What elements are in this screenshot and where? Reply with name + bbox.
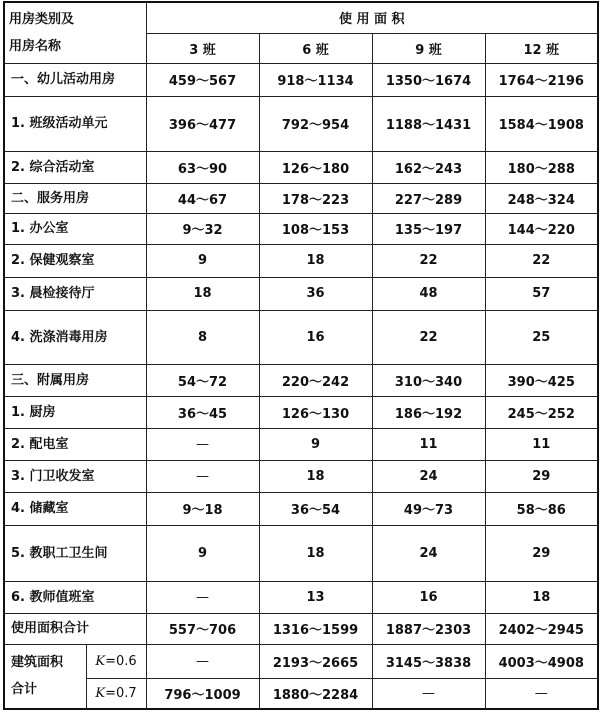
table-row [4, 244, 598, 277]
table-cell: 25 [485, 310, 598, 364]
row-label: 3. 门卫收发室 [4, 460, 146, 492]
table-cell: 108～153 [259, 213, 372, 244]
row-label: 5. 教职工卫生间 [4, 525, 146, 581]
table-cell: 4003～4908 [485, 644, 598, 678]
table-cell: 220～242 [259, 364, 372, 396]
table-cell: 9 [259, 428, 372, 460]
row-label: 1. 厨房 [4, 396, 146, 428]
table-row [4, 310, 598, 364]
header-class-3: 3 班 [146, 33, 259, 63]
table-cell: 8 [146, 310, 259, 364]
table-cell: 796～1009 [146, 678, 259, 709]
k-value: =0.7 [105, 685, 137, 701]
table-cell: 180～288 [485, 151, 598, 183]
building-area-label [4, 644, 86, 709]
table-cell: 58～86 [485, 492, 598, 525]
table-row [4, 277, 598, 310]
table-cell: 18 [146, 277, 259, 310]
header-class-9: 9 班 [372, 33, 485, 63]
table-cell: 1880～2284 [259, 678, 372, 709]
table-cell: 1584～1908 [485, 96, 598, 151]
table-cell: 144～220 [485, 213, 598, 244]
row-label: 二、服务用房 [4, 183, 146, 213]
table-row [4, 96, 598, 151]
table-cell: 11 [485, 428, 598, 460]
table-cell: 792～954 [259, 96, 372, 151]
table-cell: 11 [372, 428, 485, 460]
table-cell: 22 [372, 244, 485, 277]
table-cell: 227～289 [372, 183, 485, 213]
row-label: 2. 配电室 [4, 428, 146, 460]
table-row [4, 581, 598, 613]
k-symbol: K [95, 685, 106, 701]
row-label: 三、附属用房 [4, 364, 146, 396]
table-cell: 126～130 [259, 396, 372, 428]
table-row [4, 183, 598, 213]
table-cell: 126～180 [259, 151, 372, 183]
table-cell: 1350～1674 [372, 63, 485, 96]
table-cell: 18 [485, 581, 598, 613]
row-label: 1. 办公室 [4, 213, 146, 244]
table-cell: 390～425 [485, 364, 598, 396]
table-cell: 36～54 [259, 492, 372, 525]
building-label-line1: 建筑面积 [11, 655, 64, 671]
table-cell: — [146, 644, 259, 678]
table-cell: 24 [372, 460, 485, 492]
table-cell: 36 [259, 277, 372, 310]
table-cell: 36～45 [146, 396, 259, 428]
table-cell: 310～340 [372, 364, 485, 396]
building-label-line2: 合计 [11, 682, 38, 698]
header-category-line1: 用房类别及 [9, 11, 75, 27]
header-class-6: 6 班 [259, 33, 372, 63]
area-table [3, 1, 599, 710]
table-row [4, 613, 598, 644]
table-cell: 135～197 [372, 213, 485, 244]
row-label: 4. 洗涤消毒用房 [4, 310, 146, 364]
table-cell: 49～73 [372, 492, 485, 525]
table-cell: 2402～2945 [485, 613, 598, 644]
row-label: 2. 综合活动室 [4, 151, 146, 183]
table-row [4, 396, 598, 428]
table-row [4, 525, 598, 581]
table-cell: 29 [485, 460, 598, 492]
k-symbol: K [95, 653, 106, 669]
table-cell: 1316～1599 [259, 613, 372, 644]
table-cell: 248～324 [485, 183, 598, 213]
table-body [4, 63, 598, 644]
table-cell: — [146, 581, 259, 613]
table-cell: 178～223 [259, 183, 372, 213]
table-row [4, 492, 598, 525]
table-cell: 16 [259, 310, 372, 364]
row-label: 3. 晨检接待厅 [4, 277, 146, 310]
table-row [4, 151, 598, 183]
header-area: 使 用 面 积 [146, 2, 598, 33]
table-cell: 918～1134 [259, 63, 372, 96]
header-class-12: 12 班 [485, 33, 598, 63]
table-cell: 557～706 [146, 613, 259, 644]
header-category-line2: 用房名称 [9, 38, 62, 54]
table-row [4, 63, 598, 96]
table-cell: 63～90 [146, 151, 259, 183]
table-row [4, 213, 598, 244]
table-cell: 186～192 [372, 396, 485, 428]
table-cell: 18 [259, 525, 372, 581]
header-category [4, 2, 146, 63]
table-cell: 9～32 [146, 213, 259, 244]
table-cell: 1764～2196 [485, 63, 598, 96]
table-cell: 459～567 [146, 63, 259, 96]
table-cell: 9 [146, 525, 259, 581]
table-cell: 18 [259, 460, 372, 492]
row-label: 使用面积合计 [4, 613, 146, 644]
table-row [4, 428, 598, 460]
table-cell: 162～243 [372, 151, 485, 183]
row-label: 4. 储藏室 [4, 492, 146, 525]
row-label: 6. 教师值班室 [4, 581, 146, 613]
table-row [4, 364, 598, 396]
table-cell: 9 [146, 244, 259, 277]
table-cell: 48 [372, 277, 485, 310]
table-cell: 245～252 [485, 396, 598, 428]
table-cell: 24 [372, 525, 485, 581]
table-cell: 18 [259, 244, 372, 277]
table-cell: 22 [485, 244, 598, 277]
table-cell: 13 [259, 581, 372, 613]
table-cell: 2193～2665 [259, 644, 372, 678]
row-label: 1. 班级活动单元 [4, 96, 146, 151]
table-cell: 44～67 [146, 183, 259, 213]
table-cell: 29 [485, 525, 598, 581]
table-cell: 1887～2303 [372, 613, 485, 644]
table-cell: 57 [485, 277, 598, 310]
k-factor-06 [86, 644, 146, 678]
table-cell: 22 [372, 310, 485, 364]
table-row [4, 460, 598, 492]
k-factor-07 [86, 678, 146, 709]
k-value: =0.6 [105, 653, 137, 669]
table-cell: 16 [372, 581, 485, 613]
table-cell: — [485, 678, 598, 709]
table-cell: — [146, 428, 259, 460]
row-label: 一、幼儿活动用房 [4, 63, 146, 96]
row-label: 2. 保健观察室 [4, 244, 146, 277]
table-cell: 1188～1431 [372, 96, 485, 151]
table-cell: 9～18 [146, 492, 259, 525]
table-cell: 396～477 [146, 96, 259, 151]
table-cell: 54～72 [146, 364, 259, 396]
table-cell: — [372, 678, 485, 709]
table-cell: 3145～3838 [372, 644, 485, 678]
table-cell: — [146, 460, 259, 492]
